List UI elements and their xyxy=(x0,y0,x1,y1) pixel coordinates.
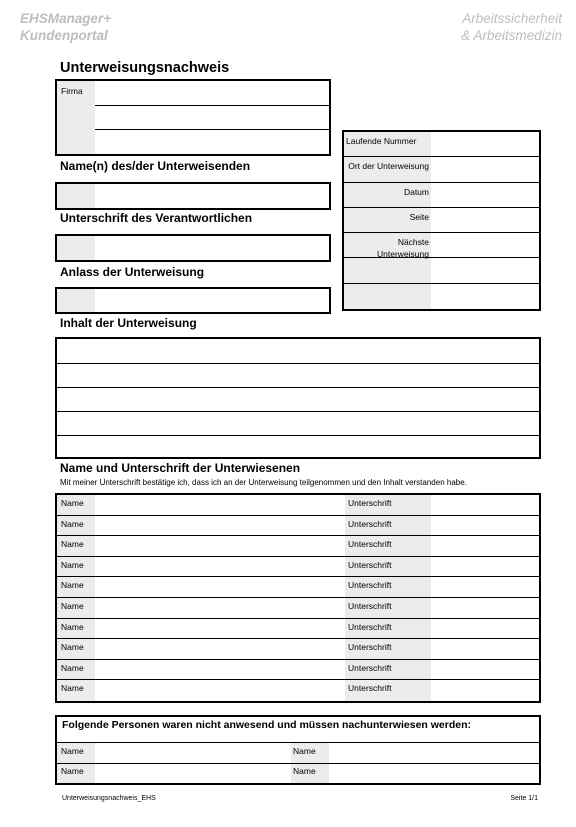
info-row xyxy=(344,183,539,208)
info-row-field[interactable] xyxy=(431,258,539,282)
attendee-row xyxy=(57,516,539,537)
attendee-row xyxy=(57,495,539,516)
attendee-signature-label: Unterschrift xyxy=(348,621,392,632)
brand-right-line1: Arbeitssicherheit xyxy=(462,11,562,26)
attendee-name-label: Name xyxy=(61,559,84,570)
attendee-name-field[interactable] xyxy=(95,660,345,680)
attendee-signature-label: Unterschrift xyxy=(348,580,392,591)
absent-name-label-2: Name xyxy=(293,746,316,756)
attendee-row xyxy=(57,619,539,640)
info-row xyxy=(344,233,539,258)
attendee-signature-field[interactable] xyxy=(431,598,539,618)
attendee-signature-field[interactable] xyxy=(431,619,539,639)
brand-logo-left xyxy=(20,10,111,44)
attendee-row xyxy=(57,680,539,701)
info-row xyxy=(344,258,539,283)
info-row xyxy=(344,208,539,233)
attendee-name-label: Name xyxy=(61,580,84,591)
attendee-row xyxy=(57,660,539,681)
info-row-label: Ort der Unterweisung xyxy=(348,161,429,172)
footer-page-number: Seite 1/1 xyxy=(510,795,538,802)
attendee-row xyxy=(57,598,539,619)
page-title: Unterweisungsnachweis xyxy=(60,60,230,76)
absent-field-1[interactable] xyxy=(95,743,291,763)
attendee-row xyxy=(57,639,539,660)
anlass-heading: Anlass der Unterweisung xyxy=(60,265,205,279)
attendee-signature-label: Unterschrift xyxy=(348,559,392,570)
info-row-field[interactable] xyxy=(431,284,539,309)
attendee-signature-label: Unterschrift xyxy=(348,662,392,673)
info-row-label: Datum xyxy=(403,186,429,197)
attendee-name-field[interactable] xyxy=(95,598,345,618)
attendee-signature-label: Unterschrift xyxy=(348,683,392,694)
footer-doc-name: Unterweisungsnachweis_EHS xyxy=(62,795,156,802)
attendee-row xyxy=(57,536,539,557)
inhalt-line-2[interactable] xyxy=(57,363,539,388)
attendee-signature-field[interactable] xyxy=(431,536,539,556)
absent-field-4[interactable] xyxy=(329,764,539,783)
attendee-signature-field[interactable] xyxy=(431,495,539,515)
inhalt-heading: Inhalt der Unterweisung xyxy=(60,316,197,330)
verantwortlich-field[interactable] xyxy=(55,234,331,262)
attendee-name-field[interactable] xyxy=(95,680,345,701)
attendee-name-field[interactable] xyxy=(95,639,345,659)
attendee-name-field[interactable] xyxy=(95,536,345,556)
anlass-field[interactable] xyxy=(55,287,331,314)
attendee-signature-label: Unterschrift xyxy=(348,539,392,550)
brand-right-line2: & Arbeitsmedizin xyxy=(461,28,562,43)
attendee-name-label: Name xyxy=(61,518,84,529)
absent-field-3[interactable] xyxy=(95,764,291,783)
attendee-name-label: Name xyxy=(61,498,84,508)
info-box xyxy=(342,130,541,311)
attendee-name-label: Name xyxy=(61,642,84,653)
attendee-signature-label: Unterschrift xyxy=(348,518,392,529)
attendee-name-label: Name xyxy=(61,683,84,694)
attendee-signature-label: Unterschrift xyxy=(348,642,392,653)
brand-subtitle: Kundenportal xyxy=(20,28,108,43)
unterwiesene-note: Mit meiner Unterschrift bestätige ich, dass ich an der Unterweisung teilgenommen und den Inhalt verstanden habe. xyxy=(60,478,467,487)
brand-logo-right xyxy=(461,10,562,44)
attendee-signature-field[interactable] xyxy=(431,660,539,680)
info-row-field[interactable] xyxy=(431,233,539,257)
attendee-name-label: Name xyxy=(61,601,84,611)
info-row-label: Nächste Unterweisung xyxy=(377,237,429,260)
absent-field-2[interactable] xyxy=(329,743,539,763)
attendee-row xyxy=(57,557,539,578)
brand-name: EHSManager+ xyxy=(20,11,112,26)
firma-label: Firma xyxy=(61,86,83,96)
inhalt-line-4[interactable] xyxy=(57,411,539,436)
firma-field-1[interactable] xyxy=(95,81,329,106)
info-row-label: Seite xyxy=(409,211,429,222)
info-row xyxy=(344,284,539,309)
attendee-signature-label: Unterschrift xyxy=(348,601,392,611)
attendee-name-field[interactable] xyxy=(95,557,345,577)
attendee-name-field[interactable] xyxy=(95,516,345,536)
absent-name-label-1: Name xyxy=(61,746,84,756)
attendee-name-field[interactable] xyxy=(95,619,345,639)
info-row-field[interactable] xyxy=(431,132,539,156)
attendee-signature-field[interactable] xyxy=(431,639,539,659)
absent-table xyxy=(55,715,541,785)
unterwiesene-heading: Name und Unterschrift der Unterwiesenen xyxy=(60,461,301,475)
inhalt-box xyxy=(55,337,541,459)
info-row-field[interactable] xyxy=(431,157,539,181)
attendee-name-field[interactable] xyxy=(95,495,345,515)
attendee-signature-field[interactable] xyxy=(431,557,539,577)
firma-field-2[interactable] xyxy=(95,105,329,130)
attendee-row xyxy=(57,577,539,598)
verantwortlich-heading: Unterschrift des Verantwortlichen xyxy=(60,211,253,225)
firma-field-3[interactable] xyxy=(95,129,329,154)
attendee-signature-field[interactable] xyxy=(431,680,539,701)
firma-box xyxy=(55,79,331,156)
attendee-name-label: Name xyxy=(61,539,84,550)
unterweisende-heading: Name(n) des/der Unterweisenden xyxy=(60,159,251,173)
attendee-name-label: Name xyxy=(61,621,84,632)
inhalt-line-1[interactable] xyxy=(57,339,539,364)
inhalt-line-3[interactable] xyxy=(57,387,539,412)
absent-heading: Folgende Personen waren nicht anwesend und müssen nachunterwiesen werden: xyxy=(62,719,472,731)
attendee-signature-field[interactable] xyxy=(431,516,539,536)
attendee-signature-label: Unterschrift xyxy=(348,498,392,508)
info-row xyxy=(344,157,539,182)
attendee-name-field[interactable] xyxy=(95,577,345,597)
info-row-label: Laufende Nummer xyxy=(346,136,417,146)
unterweisende-field[interactable] xyxy=(55,182,331,210)
absent-name-label-3: Name xyxy=(61,766,84,776)
attendee-signature-field[interactable] xyxy=(431,577,539,597)
inhalt-line-5[interactable] xyxy=(57,435,539,457)
absent-name-label-4: Name xyxy=(293,766,316,776)
attendee-name-label: Name xyxy=(61,662,84,673)
info-row xyxy=(344,132,539,157)
info-row-field[interactable] xyxy=(431,208,539,232)
attendees-table xyxy=(55,493,541,703)
info-row-field[interactable] xyxy=(431,183,539,207)
